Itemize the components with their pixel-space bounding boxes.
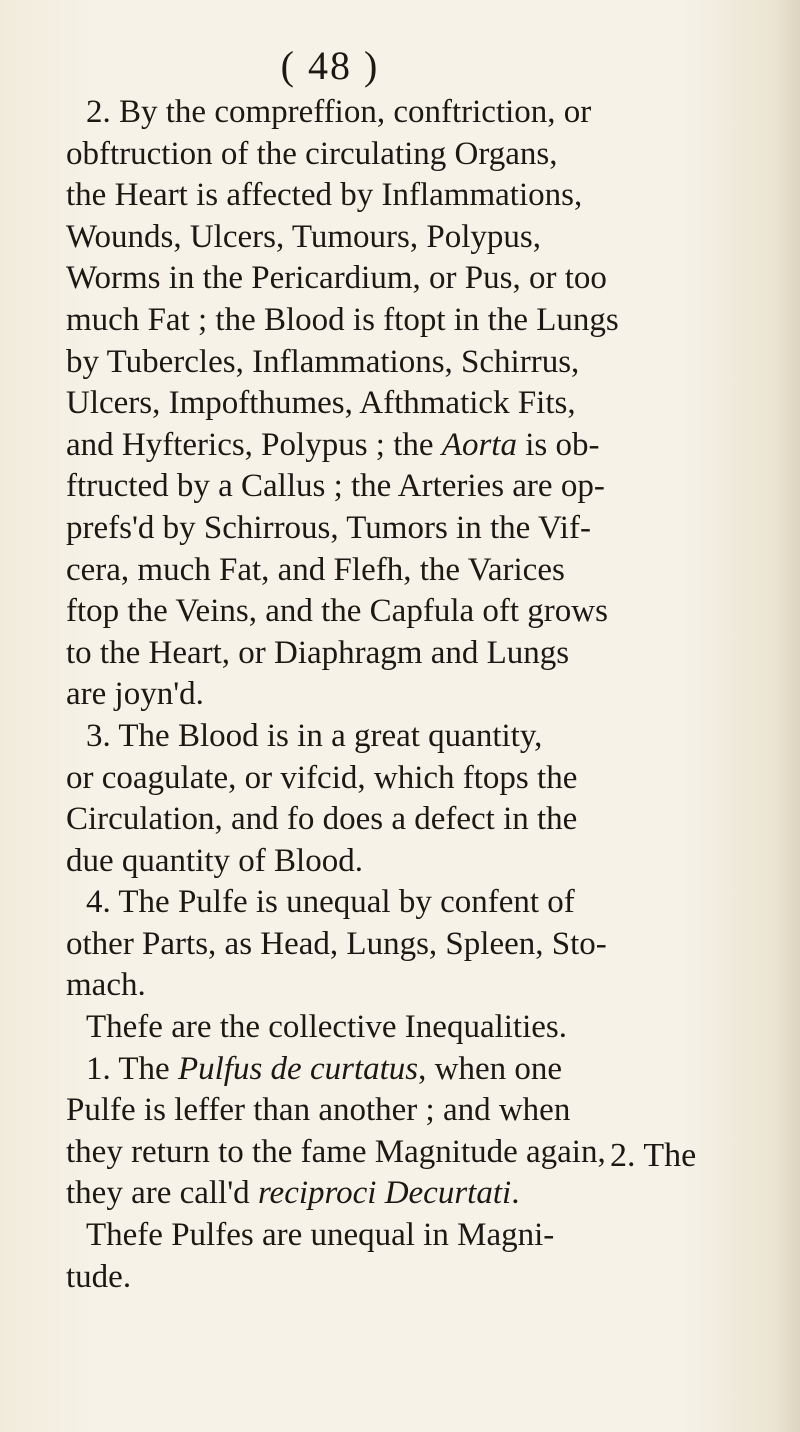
text-line: Pulfe is leffer than another ; and when: [66, 1092, 571, 1129]
text-line: Thefe Pulfes are unequal in Magni-: [86, 1217, 555, 1254]
text-line: due quantity of Blood.: [66, 842, 363, 879]
text-line: 2. By the compreffion, conftriction, or: [86, 94, 592, 130]
text-line: 4. The Pulfe is unequal by confent of: [86, 884, 575, 921]
text-line: cera, much Fat, and Flefh, the Varices: [66, 551, 565, 588]
text-line: to the Heart, or Diaphragm and Lungs: [66, 634, 570, 671]
text-line: are joyn'd.: [66, 676, 204, 713]
text-line: ftructed by a Callus ; the Arteries are op-: [66, 468, 605, 505]
text-line: obftruction of the circulating Organs,: [66, 135, 558, 172]
italic-term: reciproci Decurtati: [257, 1175, 512, 1212]
text-line: much Fat ; the Blood is ftopt in the Lungs: [66, 301, 619, 338]
text-line: they return to the fame Magnitude again,: [66, 1133, 606, 1170]
italic-term: Pulfus de curtatus: [177, 1050, 419, 1087]
text-line: other Parts, as Head, Lungs, Spleen, Sto-: [66, 925, 607, 962]
text-line: ftop the Veins, and the Capfula oft grows: [66, 593, 608, 630]
page-body: [66, 92, 770, 1298]
page-number: ( 48 ): [280, 43, 380, 88]
text-line: prefs'd by Schirrous, Tumors in the Vif-: [66, 509, 591, 546]
text-line: tude.: [66, 1258, 132, 1295]
text-line: Wounds, Ulcers, Tumours, Polypus,: [66, 218, 541, 255]
text-line: Circulation, and fo does a defect in the: [66, 801, 578, 838]
italic-term: Aorta: [441, 426, 517, 463]
text-line: they are call'd reciproci Decurtati.: [66, 1175, 520, 1212]
text-line: the Heart is affected by Inflammations,: [66, 177, 583, 214]
text-line: Ulcers, Impofthumes, Afthmatick Fits,: [66, 385, 576, 422]
text-line: or coagulate, or vifcid, which ftops the: [66, 759, 578, 796]
text-line: Thefe are the collective Inequalities.: [86, 1009, 567, 1046]
text-line: and Hyfterics, Polypus ; the Aorta is ob-: [66, 426, 600, 463]
text-line: 1. The Pulfus de curtatus, when one: [86, 1050, 563, 1087]
text-line: by Tubercles, Inflammations, Schirrus,: [66, 343, 580, 380]
text-line: mach.: [66, 967, 146, 1004]
catchword: 2. The: [610, 1137, 697, 1174]
text-line: Worms in the Pericardium, or Pus, or too: [66, 260, 607, 297]
text-line: 3. The Blood is in a great quantity,: [86, 717, 543, 754]
